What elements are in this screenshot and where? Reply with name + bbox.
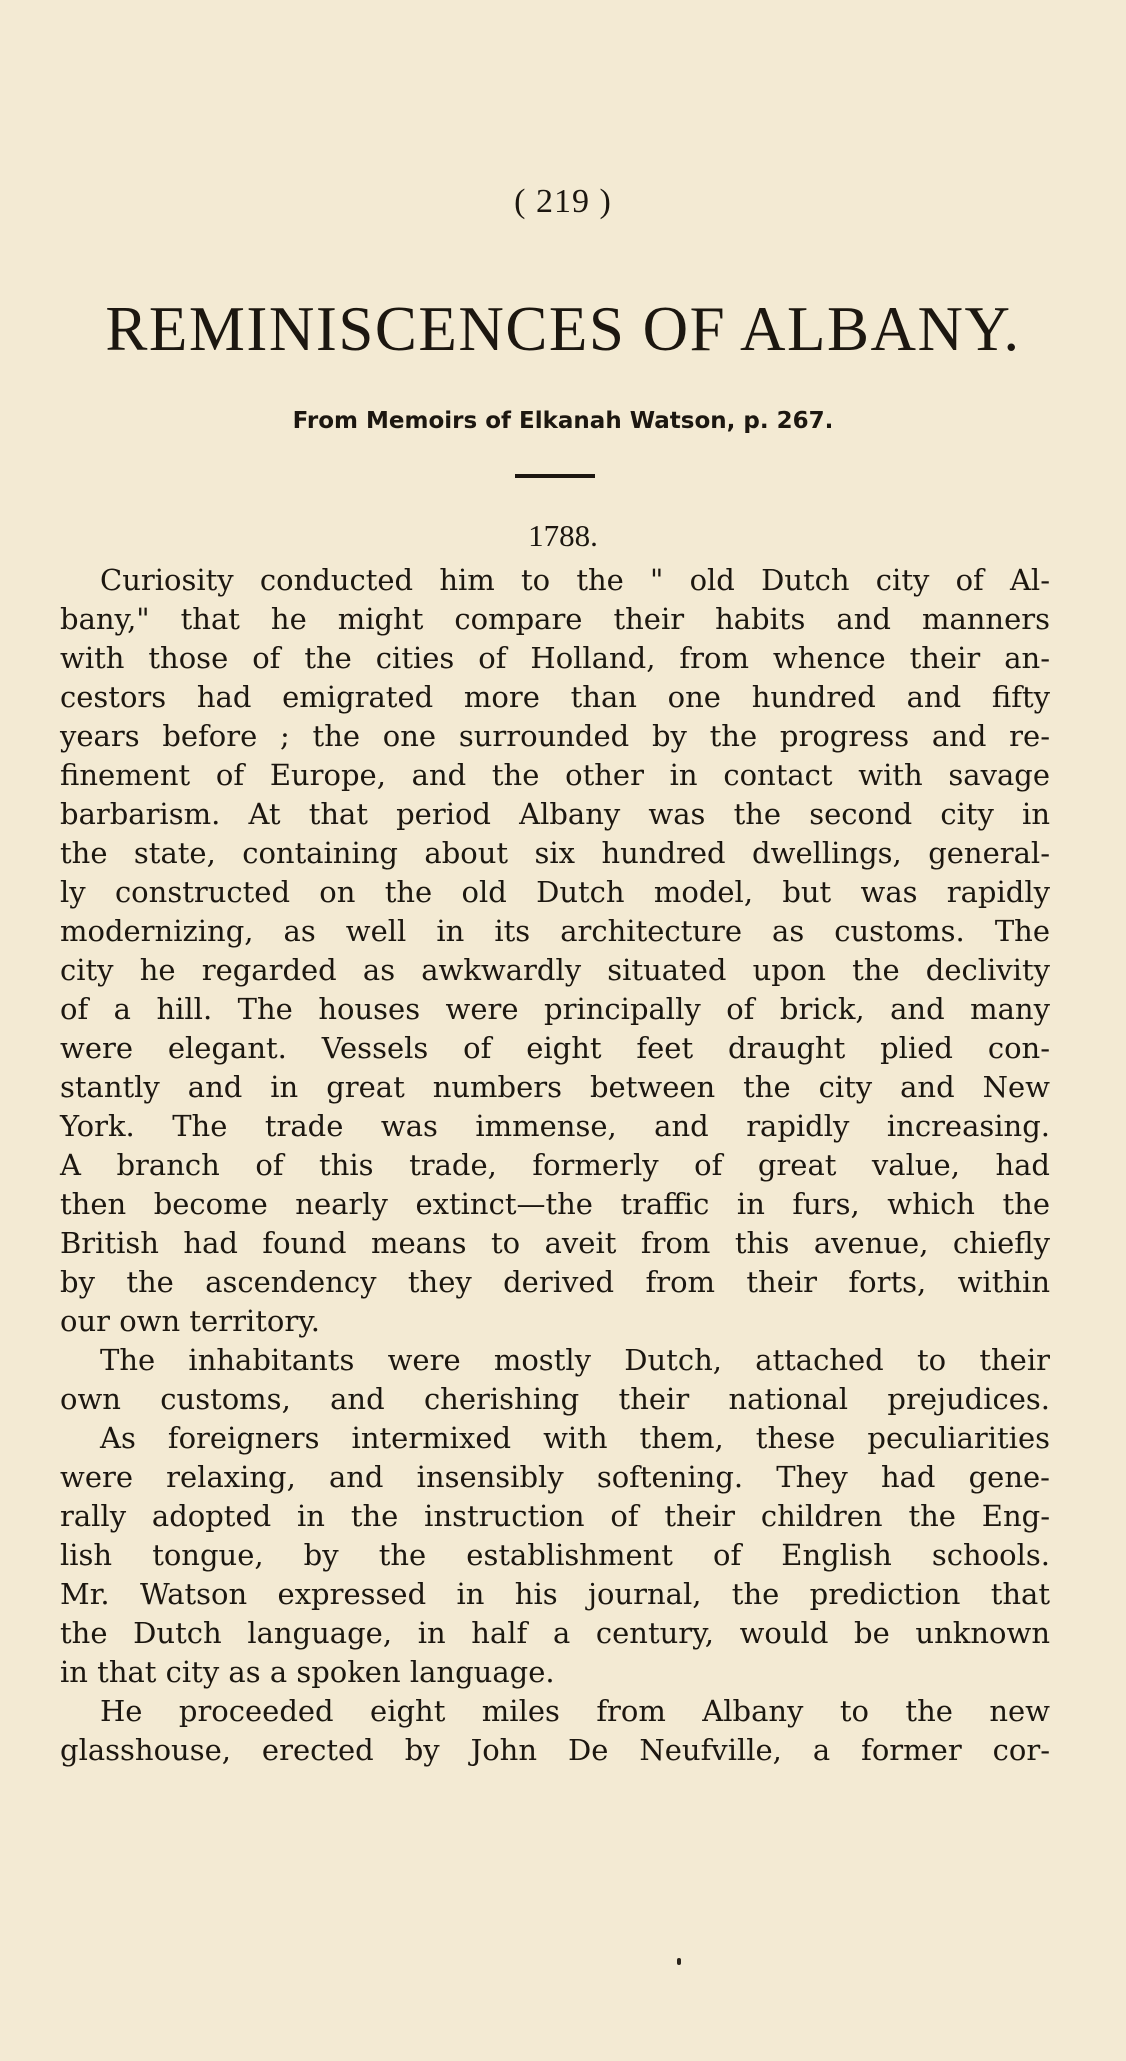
text-line: As foreigners intermixed with them, these peculiarities [100,1421,1050,1455]
text-line: British had found means to aveit from this avenue, chiefly [60,1226,1050,1260]
year-heading: 1788. [528,518,598,553]
text-line: the state, containing about six hundred dwellings, general- [60,836,1050,870]
text-line: A branch of this trade, formerly of great value, had [60,1148,1050,1182]
text-line: modernizing, as well in its architecture as customs. The [60,914,1050,948]
body-text [60,561,1050,1770]
text-line: cestors had emigrated more than one hundred and fifty [60,680,1050,714]
text-line: own customs, and cherishing their national prejudices. [60,1382,1050,1416]
text-line: of a hill. The houses were principally of brick, and many [60,992,1050,1026]
text-line: city he regarded as awkwardly situated upon the declivity [60,953,1050,987]
text-line: barbarism. At that period Albany was the second city in [60,797,1050,831]
text-line: the Dutch language, in half a century, would be unknown [60,1616,1050,1650]
text-line: by the ascendency they derived from their forts, within [60,1265,1050,1299]
text-line: were relaxing, and insensibly softening. They had gene- [60,1460,1050,1494]
text-line: ly constructed on the old Dutch model, but was rapidly [60,875,1050,909]
chapter-title: REMINISCENCES OF ALBANY. [105,294,1021,364]
text-line: He proceeded eight miles from Albany to the new [100,1694,1050,1728]
source-citation: From Memoirs of Elkanah Watson, p. 267. [292,408,834,434]
page-number: ( 219 ) [514,183,612,220]
title-rule [515,474,595,478]
text-line: glasshouse, erected by John De Neufville, a former cor- [60,1733,1050,1767]
text-line: Mr. Watson expressed in his journal, the prediction that [60,1577,1050,1611]
text-line: then become nearly extinct—the traffic in furs, which the [60,1187,1050,1221]
text-line: finement of Europe, and the other in contact with savage [60,758,1050,792]
text-line: The inhabitants were mostly Dutch, attached to their [100,1343,1050,1377]
text-line: lish tongue, by the establishment of English schools. [60,1538,1050,1572]
text-line: Curiosity conducted him to the " old Dutch city of Al- [100,563,1050,597]
text-line: our own territory. [60,1304,320,1338]
text-line: in that city as a spoken language. [60,1655,555,1689]
text-line: York. The trade was immense, and rapidly increasing. [60,1109,1050,1143]
printer-mark [677,1958,681,1965]
text-line: with those of the cities of Holland, from whence their an- [60,641,1050,675]
text-line: bany," that he might compare their habits and manners [60,602,1050,636]
text-line: were elegant. Vessels of eight feet draught plied con- [60,1031,1050,1065]
text-line: stantly and in great numbers between the city and New [60,1070,1050,1104]
text-line: years before ; the one surrounded by the progress and re- [60,719,1050,753]
text-line: rally adopted in the instruction of their children the Eng- [60,1499,1050,1533]
